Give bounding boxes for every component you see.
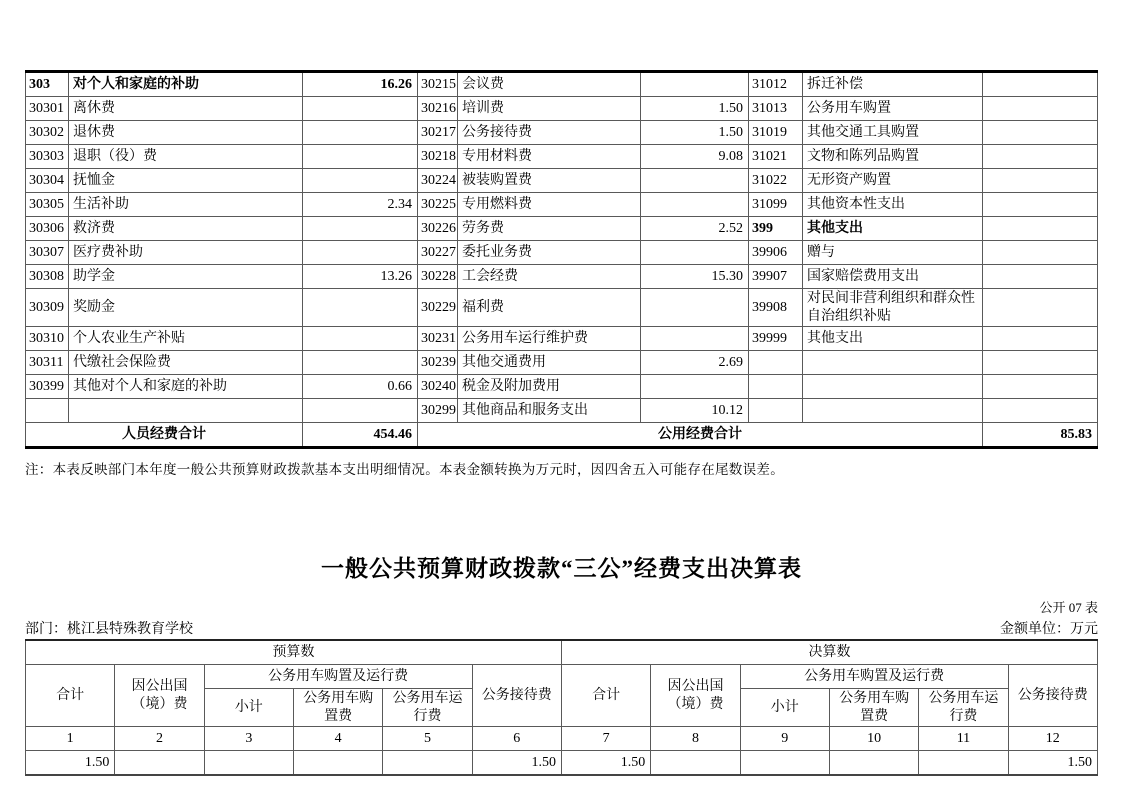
final-reception-header: 公务接待费 <box>1008 665 1097 727</box>
code-cell: 30228 <box>418 265 458 289</box>
code-cell: 30217 <box>418 121 458 145</box>
name-cell: 其他交通费用 <box>458 351 641 375</box>
amount-cell <box>303 145 418 169</box>
name-cell: 专用燃料费 <box>458 193 641 217</box>
name-cell: 个人农业生产补贴 <box>69 327 303 351</box>
department-label: 部门：桃江县特殊教育学校 <box>25 622 193 637</box>
amount-cell <box>919 751 1008 776</box>
amount-cell <box>303 97 418 121</box>
name-cell: 退休费 <box>69 121 303 145</box>
amount-cell: 1.50 <box>26 751 115 776</box>
name-cell: 其他交通工具购置 <box>803 121 983 145</box>
col-number: 6 <box>472 727 561 751</box>
name-cell: 代缴社会保险费 <box>69 351 303 375</box>
amount-cell: 2.34 <box>303 193 418 217</box>
code-cell <box>749 399 803 423</box>
code-cell: 30304 <box>26 169 69 193</box>
col-number: 10 <box>829 727 918 751</box>
amount-cell <box>303 121 418 145</box>
code-cell: 30305 <box>26 193 69 217</box>
amount-cell <box>641 241 749 265</box>
amount-cell <box>115 751 204 776</box>
code-cell: 30226 <box>418 217 458 241</box>
name-cell: 公务用车运行维护费 <box>458 327 641 351</box>
name-cell: 培训费 <box>458 97 641 121</box>
amount-cell <box>303 289 418 327</box>
amount-cell <box>740 751 829 776</box>
name-cell: 其他对个人和家庭的补助 <box>69 375 303 399</box>
col-number: 11 <box>919 727 1008 751</box>
amount-cell <box>983 145 1098 169</box>
amount-cell <box>829 751 918 776</box>
code-cell: 30307 <box>26 241 69 265</box>
final-vehicle-subtotal-header: 小计 <box>740 689 829 727</box>
name-cell: 离休费 <box>69 97 303 121</box>
amount-cell <box>303 169 418 193</box>
code-cell: 303 <box>26 72 69 97</box>
name-cell: 其他资本性支出 <box>803 193 983 217</box>
budget-vehicle-purchase-header: 公务用车购置费 <box>293 689 382 727</box>
code-cell: 30225 <box>418 193 458 217</box>
code-cell: 31099 <box>749 193 803 217</box>
table-meta-row <box>25 618 1098 638</box>
table-footnote: 注：本表反映部门本年度一般公共预算财政拨款基本支出明细情况。本表金额转换为万元时，因四舍五入可能存在尾数误差。 <box>25 462 784 477</box>
amount-cell: 13.26 <box>303 265 418 289</box>
amount-cell <box>983 265 1098 289</box>
name-cell: 赠与 <box>803 241 983 265</box>
amount-cell <box>641 193 749 217</box>
name-cell: 其他支出 <box>803 217 983 241</box>
amount-cell: 9.08 <box>641 145 749 169</box>
amount-cell <box>303 399 418 423</box>
amount-cell <box>303 327 418 351</box>
code-cell: 30399 <box>26 375 69 399</box>
name-cell: 退职（役）费 <box>69 145 303 169</box>
amount-cell <box>303 217 418 241</box>
name-cell: 抚恤金 <box>69 169 303 193</box>
final-group-header: 决算数 <box>561 640 1097 665</box>
code-cell: 30310 <box>26 327 69 351</box>
table-row <box>26 289 1098 327</box>
budget-vehicle-subtotal-header: 小计 <box>204 689 293 727</box>
name-cell: 拆迁补偿 <box>803 72 983 97</box>
name-cell: 税金及附加费用 <box>458 375 641 399</box>
amount-cell <box>641 169 749 193</box>
budget-total-header: 合计 <box>26 665 115 727</box>
name-cell <box>803 351 983 375</box>
code-cell: 39999 <box>749 327 803 351</box>
name-cell: 救济费 <box>69 217 303 241</box>
group-header-row <box>26 640 1098 665</box>
name-cell: 福利费 <box>458 289 641 327</box>
budget-reception-header: 公务接待费 <box>472 665 561 727</box>
amount-cell <box>983 241 1098 265</box>
code-cell: 30239 <box>418 351 458 375</box>
code-cell: 31022 <box>749 169 803 193</box>
code-cell: 30218 <box>418 145 458 169</box>
col-number: 3 <box>204 727 293 751</box>
name-cell: 无形资产购置 <box>803 169 983 193</box>
table-row <box>26 217 1098 241</box>
code-cell: 39908 <box>749 289 803 327</box>
basic-expense-tbody <box>26 72 1098 423</box>
amount-cell <box>303 241 418 265</box>
code-cell: 30216 <box>418 97 458 121</box>
column-number-row <box>26 727 1098 751</box>
amount-cell: 1.50 <box>472 751 561 776</box>
unit-label: 金额单位：万元 <box>1000 622 1098 637</box>
col-number: 8 <box>651 727 740 751</box>
table-row <box>26 399 1098 423</box>
three-public-table <box>25 639 1098 776</box>
col-number: 4 <box>293 727 382 751</box>
final-vehicle-group-header: 公务用车购置及运行费 <box>740 665 1008 689</box>
col-number: 9 <box>740 727 829 751</box>
amount-cell <box>641 375 749 399</box>
code-cell: 30308 <box>26 265 69 289</box>
code-cell: 30227 <box>418 241 458 265</box>
code-cell: 399 <box>749 217 803 241</box>
code-cell: 30215 <box>418 72 458 97</box>
amount-cell: 10.12 <box>641 399 749 423</box>
code-cell: 30229 <box>418 289 458 327</box>
table-row <box>26 241 1098 265</box>
table-row <box>26 145 1098 169</box>
amount-cell <box>983 121 1098 145</box>
code-cell: 30231 <box>418 327 458 351</box>
amount-cell <box>983 72 1098 97</box>
personnel-total-value: 454.46 <box>303 423 418 448</box>
budget-vehicle-group-header: 公务用车购置及运行费 <box>204 665 472 689</box>
amount-cell <box>983 375 1098 399</box>
amount-cell: 2.52 <box>641 217 749 241</box>
table-row <box>26 351 1098 375</box>
name-cell: 奖励金 <box>69 289 303 327</box>
amount-cell: 1.50 <box>1008 751 1097 776</box>
amount-cell <box>293 751 382 776</box>
name-cell: 对个人和家庭的补助 <box>69 72 303 97</box>
amount-cell <box>303 351 418 375</box>
name-cell: 专用材料费 <box>458 145 641 169</box>
name-cell: 会议费 <box>458 72 641 97</box>
name-cell: 文物和陈列品购置 <box>803 145 983 169</box>
amount-cell <box>641 327 749 351</box>
public-total-label: 公用经费合计 <box>418 423 983 448</box>
amount-cell: 16.26 <box>303 72 418 97</box>
code-cell: 30306 <box>26 217 69 241</box>
amount-cell <box>983 351 1098 375</box>
basic-expense-table <box>25 70 1098 449</box>
table-row <box>26 121 1098 145</box>
sub-header-row-1 <box>26 665 1098 689</box>
code-cell: 30311 <box>26 351 69 375</box>
code-cell <box>26 399 69 423</box>
final-abroad-header: 因公出国（境）费 <box>651 665 740 727</box>
code-cell: 30309 <box>26 289 69 327</box>
amount-cell <box>641 289 749 327</box>
table-row <box>26 375 1098 399</box>
code-cell: 30303 <box>26 145 69 169</box>
table-row <box>26 193 1098 217</box>
code-cell: 30240 <box>418 375 458 399</box>
code-cell: 31013 <box>749 97 803 121</box>
amount-cell <box>983 193 1098 217</box>
amount-cell <box>983 289 1098 327</box>
table-row <box>26 265 1098 289</box>
code-cell: 30299 <box>418 399 458 423</box>
document-page <box>25 0 1098 776</box>
amount-cell <box>651 751 740 776</box>
col-number: 5 <box>383 727 472 751</box>
name-cell: 对民间非营利组织和群众性自治组织补贴 <box>803 289 983 327</box>
col-number: 12 <box>1008 727 1097 751</box>
table-row <box>26 169 1098 193</box>
name-cell: 其他商品和服务支出 <box>458 399 641 423</box>
col-number: 2 <box>115 727 204 751</box>
name-cell: 公务用车购置 <box>803 97 983 121</box>
public-total-value: 85.83 <box>983 423 1098 448</box>
amount-cell <box>983 327 1098 351</box>
code-cell <box>749 375 803 399</box>
form-number: 公开 07 表 <box>1039 600 1098 615</box>
final-total-header: 合计 <box>561 665 650 727</box>
name-cell: 国家赔偿费用支出 <box>803 265 983 289</box>
amount-cell: 1.50 <box>561 751 650 776</box>
amount-cell <box>983 169 1098 193</box>
name-cell: 工会经费 <box>458 265 641 289</box>
code-cell <box>749 351 803 375</box>
code-cell: 30301 <box>26 97 69 121</box>
table-row <box>26 327 1098 351</box>
code-cell: 39907 <box>749 265 803 289</box>
amount-cell <box>641 72 749 97</box>
values-row <box>26 751 1098 776</box>
code-cell: 39906 <box>749 241 803 265</box>
final-vehicle-operation-header: 公务用车运行费 <box>919 689 1008 727</box>
page-title: 一般公共预算财政拨款“三公”经费支出决算表 <box>321 556 802 581</box>
amount-cell <box>204 751 293 776</box>
totals-row <box>26 423 1098 448</box>
name-cell: 医疗费补助 <box>69 241 303 265</box>
amount-cell: 15.30 <box>641 265 749 289</box>
table-row <box>26 97 1098 121</box>
name-cell <box>69 399 303 423</box>
name-cell: 被装购置费 <box>458 169 641 193</box>
name-cell: 劳务费 <box>458 217 641 241</box>
amount-cell <box>983 399 1098 423</box>
amount-cell <box>383 751 472 776</box>
name-cell: 助学金 <box>69 265 303 289</box>
name-cell <box>803 375 983 399</box>
amount-cell: 0.66 <box>303 375 418 399</box>
name-cell: 其他支出 <box>803 327 983 351</box>
name-cell <box>803 399 983 423</box>
budget-group-header: 预算数 <box>26 640 562 665</box>
personnel-total-label: 人员经费合计 <box>26 423 303 448</box>
amount-cell: 2.69 <box>641 351 749 375</box>
col-number: 1 <box>26 727 115 751</box>
code-cell: 31012 <box>749 72 803 97</box>
budget-abroad-header: 因公出国（境）费 <box>115 665 204 727</box>
name-cell: 委托业务费 <box>458 241 641 265</box>
name-cell: 公务接待费 <box>458 121 641 145</box>
final-vehicle-purchase-header: 公务用车购置费 <box>829 689 918 727</box>
amount-cell: 1.50 <box>641 97 749 121</box>
code-cell: 30302 <box>26 121 69 145</box>
col-number: 7 <box>561 727 650 751</box>
amount-cell <box>983 97 1098 121</box>
table-row <box>26 72 1098 97</box>
amount-cell <box>983 217 1098 241</box>
budget-vehicle-operation-header: 公务用车运行费 <box>383 689 472 727</box>
name-cell: 生活补助 <box>69 193 303 217</box>
code-cell: 31021 <box>749 145 803 169</box>
code-cell: 30224 <box>418 169 458 193</box>
amount-cell: 1.50 <box>641 121 749 145</box>
code-cell: 31019 <box>749 121 803 145</box>
